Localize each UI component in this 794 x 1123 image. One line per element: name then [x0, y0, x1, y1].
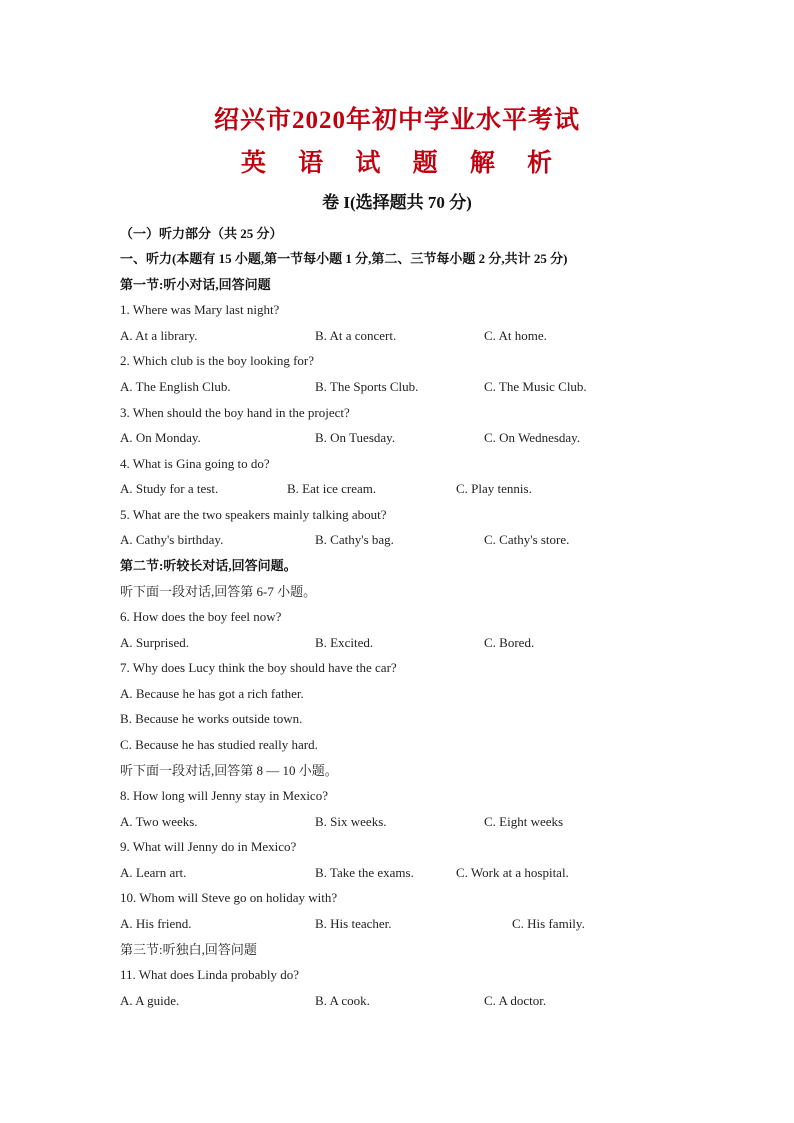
q6-option-a: A. Surprised. — [120, 635, 189, 650]
q3-option-b: B. On Tuesday. — [315, 430, 396, 445]
q5-option-c: C. Cathy's store. — [484, 532, 570, 547]
question-8: 8. How long will Jenny stay in Mexico? — [120, 788, 328, 803]
q2-option-a: A. The English Club. — [120, 379, 231, 394]
q2-option-b: B. The Sports Club. — [315, 379, 419, 394]
part2-intro-a: 听下面一段对话,回答第 6-7 小题。 — [120, 584, 317, 599]
q11-option-b: B. A cook. — [315, 993, 370, 1008]
q10-option-a: A. His friend. — [120, 916, 192, 931]
question-7: 7. Why does Lucy think the boy should have the car? — [120, 660, 397, 675]
q11-option-c: C. A doctor. — [484, 993, 547, 1008]
q8-option-a: A. Two weeks. — [120, 814, 198, 829]
part2-heading: 第二节:听较长对话,回答问题。 — [120, 558, 297, 573]
q9-option-c: C. Work at a hospital. — [456, 865, 569, 880]
part3-heading: 第三节:听独白,回答问题 — [120, 942, 257, 957]
q4-option-a: A. Study for a test. — [120, 481, 219, 496]
q4-option-b: B. Eat ice cream. — [287, 481, 377, 496]
question-1: 1. Where was Mary last night? — [120, 302, 280, 317]
section-heading: （一）听力部分（共 25 分） — [120, 226, 283, 241]
q10-option-c: C. His family. — [512, 916, 585, 931]
question-5: 5. What are the two speakers mainly talking about? — [120, 507, 387, 522]
q9-option-b: B. Take the exams. — [315, 865, 414, 880]
paper-part-heading: 卷 I(选择题共 70 分) — [322, 193, 472, 212]
q3-option-a: A. On Monday. — [120, 430, 201, 445]
q6-option-c: C. Bored. — [484, 635, 535, 650]
q8-option-c: C. Eight weeks — [484, 814, 564, 829]
question-4: 4. What is Gina going to do? — [120, 456, 270, 471]
q5-option-b: B. Cathy's bag. — [315, 532, 394, 547]
q1-option-a: A. At a library. — [120, 328, 198, 343]
question-2: 2. Which club is the boy looking for? — [120, 353, 315, 368]
q1-option-c: C. At home. — [484, 328, 547, 343]
q6-option-b: B. Excited. — [315, 635, 374, 650]
q1-option-b: B. At a concert. — [315, 328, 397, 343]
q2-option-c: C. The Music Club. — [484, 379, 587, 394]
q4-option-c: C. Play tennis. — [456, 481, 532, 496]
q5-option-a: A. Cathy's birthday. — [120, 532, 224, 547]
q9-option-a: A. Learn art. — [120, 865, 187, 880]
question-6: 6. How does the boy feel now? — [120, 609, 282, 624]
question-10: 10. Whom will Steve go on holiday with? — [120, 890, 338, 905]
document-subtitle: 英 语 试 题 解 析 — [240, 150, 566, 177]
question-11: 11. What does Linda probably do? — [120, 967, 300, 982]
part1-heading: 第一节:听小对话,回答问题 — [120, 277, 271, 292]
q7-option-c: C. Because he has studied really hard. — [120, 737, 318, 752]
q11-option-a: A. A guide. — [120, 993, 180, 1008]
q7-option-b: B. Because he works outside town. — [120, 711, 303, 726]
question-3: 3. When should the boy hand in the project? — [120, 405, 350, 420]
q8-option-b: B. Six weeks. — [315, 814, 387, 829]
q7-option-a: A. Because he has got a rich father. — [120, 686, 304, 701]
document-title: 绍兴市2020年初中学业水平考试 — [213, 107, 580, 134]
question-9: 9. What will Jenny do in Mexico? — [120, 839, 297, 854]
q10-option-b: B. His teacher. — [315, 916, 392, 931]
section-instructions: 一、听力(本题有 15 小题,第一节每小题 1 分,第二、三节每小题 2 分,共计 25 分) — [120, 251, 568, 266]
q3-option-c: C. On Wednesday. — [484, 430, 581, 445]
part2-intro-b: 听下面一段对话,回答第 8 — 10 小题。 — [120, 763, 338, 778]
